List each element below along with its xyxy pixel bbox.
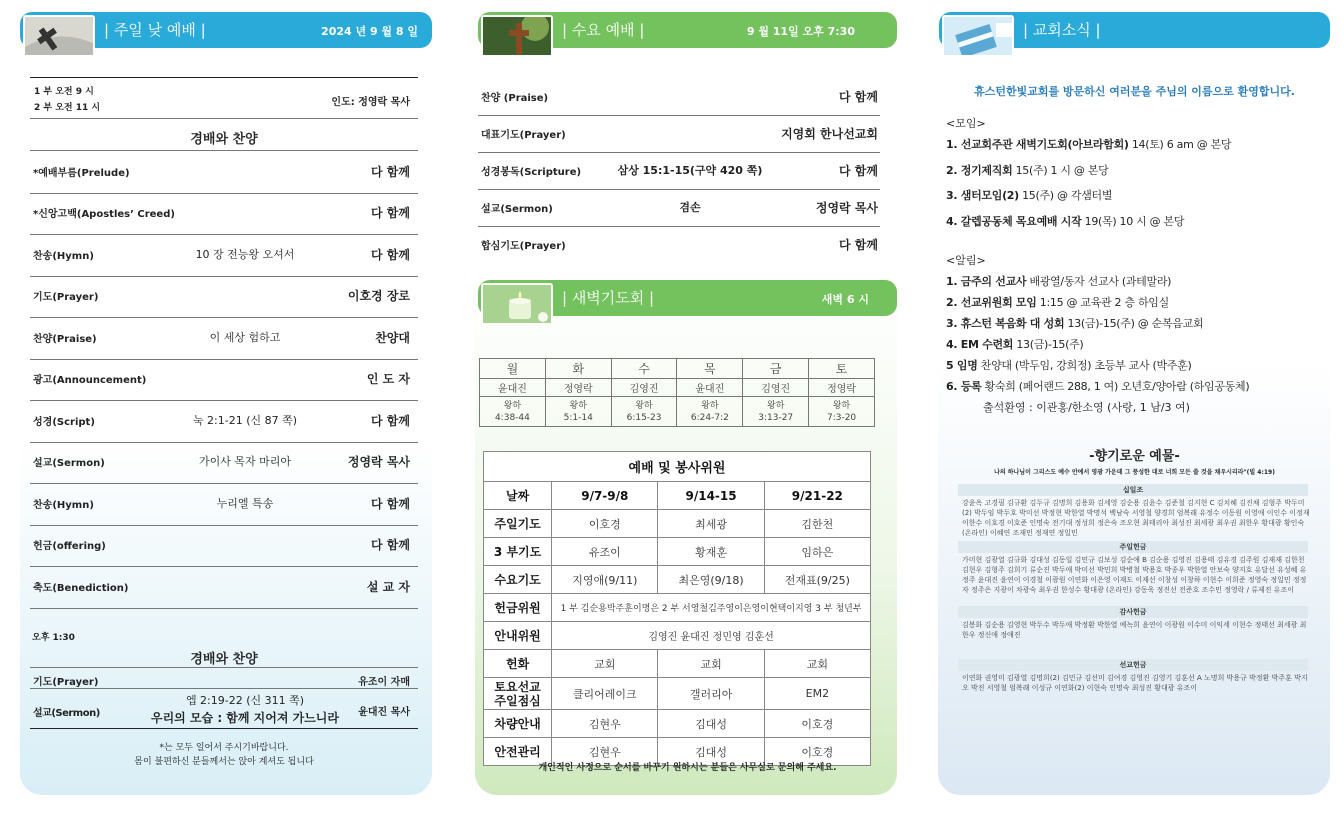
committee-cell: 유조이 — [552, 538, 658, 566]
committee-cell: 이호경 — [764, 738, 870, 766]
offering-group-title: 감사헌금 — [958, 606, 1308, 618]
order-item-detail: 눅 2:1-21 (신 87 쪽) — [192, 413, 298, 427]
dawn-verse: 6:24-7:2 — [690, 412, 729, 423]
service-committee-table — [483, 451, 871, 766]
meeting-item — [946, 213, 1184, 229]
pm-time: 오후 1:30 — [32, 633, 75, 643]
table-row — [484, 566, 871, 594]
gift-title: -향기로운 예물- — [1089, 449, 1180, 464]
meeting-title: 1. 선교회주관 새벽기도회(아브라함회) — [946, 138, 1129, 151]
dawn-text — [677, 397, 743, 427]
order-item-detail: 가이사 목자 마리아 — [198, 455, 291, 469]
sunday-title: | 주일 낮 예배 | — [104, 21, 206, 39]
usher-role: 안내위원 — [484, 622, 552, 650]
committee-cell: 클리어레이크 — [552, 678, 658, 710]
order-item-detail: 10 장 전능왕 오셔서 — [195, 247, 295, 261]
table-row — [484, 678, 871, 710]
dawn-book: 왕하 — [503, 400, 522, 411]
committee-cell: 이호경 — [764, 710, 870, 738]
committee-cell: 이호경 — [552, 510, 658, 538]
service-time-1: 1 부 오전 9 시 — [34, 87, 94, 97]
meeting-item — [946, 162, 1108, 178]
meeting-item — [946, 136, 1231, 152]
notice-item — [946, 315, 1203, 331]
committee-cell: 김대성 — [658, 738, 764, 766]
order-item-name: 설교(Sermon) — [33, 458, 105, 470]
dawn-book: 왕하 — [701, 400, 719, 411]
bible-cross-icon — [23, 15, 95, 57]
divider — [30, 608, 418, 609]
pm-prayer-by: 유조이 자매 — [358, 677, 410, 688]
wed-item-leader: 정영락 목사 — [815, 200, 878, 215]
dawn-verse: 6:15-23 — [626, 412, 662, 423]
sunday-header — [20, 12, 432, 48]
pm-sermon: 설교(Sermon) — [33, 708, 100, 719]
order-item-name: 찬송(Hymn) — [33, 250, 94, 262]
divider — [30, 118, 418, 119]
dawn-book: 왕하 — [569, 400, 587, 411]
notices-heading: <알림> — [946, 254, 986, 267]
wooden-cross-icon — [481, 15, 553, 57]
offering-group-title: 주일헌금 — [958, 541, 1308, 553]
committee-role: 안전관리 — [484, 738, 552, 766]
committee-cell: 김현우 — [552, 738, 658, 766]
committee-cell: 황재훈 — [658, 538, 764, 566]
divider — [30, 359, 418, 360]
notice-item — [946, 336, 1083, 352]
dawn-header — [478, 280, 897, 316]
committee-cell: EM2 — [764, 678, 870, 710]
pm-sermon-text: 엡 2:19-22 (신 311 쪽) — [185, 694, 305, 707]
notice-title: 2. 선교위원회 모임 — [946, 296, 1037, 309]
committee-cell: 김한천 — [764, 510, 870, 538]
dawn-verse: 3:13-27 — [758, 412, 794, 423]
wednesday-title: | 수요 예배 | — [562, 21, 645, 39]
dawn-book: 왕하 — [635, 400, 653, 411]
committee-cell: 김대성 — [658, 710, 764, 738]
dawn-schedule-table — [479, 358, 875, 427]
divider — [30, 400, 418, 401]
order-item-leader: 다 함께 — [371, 538, 410, 553]
order-item-leader: 설 교 자 — [366, 579, 410, 594]
meetings-heading: <모임> — [946, 117, 986, 130]
offering-members: 1 부 김순용박주훈이명은 2 부 서영철김주영이은영이현택이지영 3 부 청년부 — [552, 594, 871, 622]
welcome-message: 휴스턴한빛교회를 방문하신 여러분을 주님의 이름으로 환영합니다. — [974, 85, 1295, 98]
prayer-leader: 인도: 정영락 목사 — [331, 97, 410, 108]
wed-item-leader: 다 함께 — [839, 163, 878, 178]
wednesday-header — [478, 12, 897, 48]
order-item-detail: 이 세상 험하고 — [209, 330, 281, 344]
committee-cell: 지영애(9/11) — [552, 566, 658, 594]
committee-header: 9/7-9/8 — [552, 482, 658, 510]
wed-item-name: 설교(Sermon) — [481, 203, 553, 215]
meeting-title: 4. 갈렙공동체 목요예배 시작 — [946, 214, 1082, 228]
order-item-leader: 다 함께 — [371, 164, 410, 179]
committee-cell: 임하은 — [764, 538, 870, 566]
committee-role: 토요선교 주일점심 — [484, 678, 552, 710]
order-item-name: 축도(Benediction) — [33, 582, 129, 594]
order-item-name: 성경(Script) — [33, 416, 95, 428]
sunday-date: 2024 년 9 월 8 일 — [321, 25, 418, 38]
order-item-name: 찬송(Hymn) — [33, 499, 94, 511]
wed-item-leader: 지영회 한나선교회 — [781, 126, 878, 141]
gift-verse: 나의 하나님이 그리스도 예수 안에서 영광 가운데 그 풍성한 대로 너희 모든 쓸 것을 채우시리라"(빌 4:19) — [994, 469, 1275, 476]
committee-cell: 김현우 — [552, 710, 658, 738]
note-sit: 몸이 불편하신 분들께서는 앉아 계셔도 됩니다 — [134, 757, 314, 767]
dawn-day: 수 — [611, 359, 677, 379]
dawn-leader: 윤대진 — [677, 379, 743, 397]
notice-item — [946, 357, 1191, 373]
dawn-leader: 정영락 — [809, 379, 875, 397]
committee-header: 9/14-15 — [658, 482, 764, 510]
gift-box-icon — [942, 15, 1014, 57]
order-item-leader: 다 함께 — [371, 413, 410, 428]
wed-item-leader: 다 함께 — [839, 237, 878, 252]
notice-title: 4. EM 수련회 — [946, 338, 1014, 351]
notice-detail: 13(금)-15(주) @ 순복음교회 — [1064, 317, 1204, 330]
divider — [30, 566, 418, 567]
dawn-text — [545, 397, 611, 427]
offering-group-title: 십일조 — [958, 484, 1308, 496]
dawn-day: 목 — [677, 359, 743, 379]
divider — [30, 728, 418, 729]
dawn-day: 화 — [545, 359, 611, 379]
candle-icon — [481, 283, 553, 325]
dawn-text — [480, 397, 546, 427]
committee-cell: 교회 — [764, 650, 870, 678]
meeting-detail: 15(주) 1 시 @ 본당 — [1012, 163, 1109, 177]
pm-sermon-title: 우리의 모습 : 함께 지어져 가느니라 — [151, 711, 339, 725]
order-item-name: *신앙고백(Apostles’ Creed) — [33, 209, 175, 221]
pm-sermon-by: 윤대진 목사 — [358, 707, 410, 718]
notice-title: 6. 등록 — [946, 380, 982, 393]
divider — [30, 525, 418, 526]
divider — [478, 115, 880, 116]
divider — [478, 189, 880, 190]
order-item-leader: 다 함께 — [371, 247, 410, 262]
attendance-welcome: 출석환영 : 이관홍/한소영 (사랑, 1 남/3 여) — [983, 401, 1190, 414]
usher-members: 김영진 윤대진 정민영 김훈선 — [552, 622, 871, 650]
dawn-leader: 윤대진 — [480, 379, 546, 397]
table-row — [484, 650, 871, 678]
divider — [478, 152, 880, 153]
dawn-text — [743, 397, 809, 427]
order-item-name: 기도(Prayer) — [33, 292, 99, 304]
divider — [30, 483, 418, 484]
divider — [478, 226, 880, 227]
dawn-book: 왕하 — [832, 400, 851, 411]
committee-header: 9/21-22 — [764, 482, 870, 510]
dawn-leader: 김영진 — [743, 379, 809, 397]
offering-group-names: 가미현 김광열 김규화 김대성 김동일 김민규 김보성 김순애 B 김순용 김영진 김용태 김유경 김주원 김재재 김한천 김현우 김형주 김희기 류순진 박두애 박미선 박민희 박병철 박용호 박종우 박한열 안보숙 양지호 유달선 유성혜 유정주 윤대진 윤연이 이경철 이광원 이연화 이은영 이재도 이재선 이창성 이창하 이현수 이희준 정영숙 정일민 정정자 정주은 지광이 차광숙 최우권 한성수 황대광 (온라인) 강동욱 정진선 전준호 조수민 정영락 / 류제진 유조이 — [962, 556, 1307, 594]
committee-role: 수요기도 — [484, 566, 552, 594]
committee-footer: 개인적인 사정으로 순서를 바꾸기 원하시는 분들은 사무실로 문의해 주세요. — [538, 763, 837, 773]
offering-group-title: 선교헌금 — [958, 659, 1308, 671]
offering-group-names: 이연화 권영미 김광열 김명희(2) 김민규 김선미 김여경 김영진 김영기 김훈선 A 노명희 박용규 박정환 박주훈 박지오 박진 서영철 엄복래 이성규 이연화(2) 이현숙 인명숙 최성진 황대광 유조이 — [962, 674, 1308, 692]
wed-item-name: 찬양 (Praise) — [481, 92, 549, 104]
offering-group-names: 김봉화 김순용 김영현 박두수 박두애 박정환 박한열 예녹희 윤연이 이광원 이수미 이익세 이현수 정태선 최세광 최한우 정신애 정애진 — [962, 621, 1307, 639]
notice-detail: 1:15 @ 교육관 2 층 하임실 — [1036, 296, 1169, 309]
notice-item — [946, 378, 1249, 394]
committee-role: 헌화 — [484, 650, 552, 678]
divider — [30, 276, 418, 277]
divider — [30, 150, 418, 151]
committee-cell: 전재표(9/25) — [764, 566, 870, 594]
divider — [30, 234, 418, 235]
committee-header: 날짜 — [484, 482, 552, 510]
wed-item-detail: 겸손 — [679, 200, 701, 214]
order-item-leader: 다 함께 — [371, 206, 410, 221]
committee-role: 주일기도 — [484, 510, 552, 538]
order-item-leader: 정영락 목사 — [347, 455, 410, 470]
notice-detail: 배광열/동자 선교사 (과테말라) — [1026, 275, 1172, 288]
notice-item — [946, 273, 1171, 289]
meeting-detail: 15(주) @ 각샘터별 — [1018, 189, 1113, 202]
dawn-verse: 7:3-20 — [826, 412, 857, 423]
dawn-day: 금 — [743, 359, 809, 379]
order-item-name: *예배부름(Prelude) — [33, 167, 130, 179]
section-title: 경배와 찬양 — [190, 132, 258, 147]
order-item-leader: 이호경 장로 — [347, 289, 410, 304]
order-item-detail: 누리엘 특송 — [216, 496, 274, 510]
offering-group-names: 강윤옥 고경필 김규환 김두규 김명희 김용화 김세영 김순용 김윤수 김준철 김지현 C 김치혜 김진채 김형주 박두미(2) 박두임 박두호 박미선 박정현 박한열 박명석 백남숙 서영철 양경희 엄복래 유정수 이동원 이영애 이인수 이정재 이한수 이호경 이호준 인명숙 전기대 정성희 정은숙 조오현 최태리아 최성진 최세광 최우권 최한우 황대광 황인숙 (온라인) 이혜연 조재민 정재연 정일민 — [962, 499, 1310, 537]
divider — [30, 667, 418, 668]
dawn-verse: 4:38-44 — [494, 412, 530, 423]
divider — [30, 317, 418, 318]
dawn-leader: 김영진 — [611, 379, 677, 397]
wed-item-detail: 삼상 15:1-15(구약 420 쪽) — [617, 163, 763, 177]
notice-title: 5 임명 — [946, 359, 978, 372]
notice-detail: 찬양대 (박두임, 강희정) 초등부 교사 (박주훈) — [977, 359, 1192, 372]
dawn-day: 토 — [809, 359, 875, 379]
pm-section-title: 경배와 찬양 — [190, 652, 258, 667]
dawn-verse: 5:1-14 — [563, 412, 593, 423]
dawn-day: 월 — [480, 359, 546, 379]
notice-detail: 황숙희 (페어랜드 288, 1 여) 오년호/양아람 (하임공동체) — [981, 380, 1250, 393]
service-time-2: 2 부 오전 11 시 — [34, 103, 101, 113]
dawn-time: 새벽 6 시 — [821, 293, 869, 306]
table-row — [484, 538, 871, 566]
order-item-leader: 찬양대 — [375, 330, 410, 345]
news-header — [939, 12, 1330, 48]
dawn-leader: 정영락 — [545, 379, 611, 397]
committee-cell: 최은영(9/18) — [658, 566, 764, 594]
wed-item-name: 성경봉독(Scripture) — [481, 166, 582, 178]
divider — [30, 442, 418, 443]
committee-cell: 교회 — [552, 650, 658, 678]
meeting-item — [946, 187, 1112, 203]
notice-title: 3. 휴스턴 복음화 대 성회 — [946, 317, 1065, 330]
meeting-title: 2. 정기제직회 — [946, 163, 1013, 177]
order-item-leader: 인 도 자 — [366, 372, 410, 387]
pm-prayer: 기도(Prayer) — [33, 677, 99, 688]
news-title: | 교회소식 | — [1023, 21, 1101, 39]
meeting-detail: 14(토) 6 am @ 본당 — [1128, 138, 1232, 151]
committee-role: 3 부기도 — [484, 538, 552, 566]
notice-item — [946, 294, 1169, 310]
committee-cell: 최세광 — [658, 510, 764, 538]
order-item-leader: 다 함께 — [371, 496, 410, 511]
notice-detail: 13(금)-15(주) — [1013, 338, 1084, 351]
dawn-text — [809, 397, 875, 427]
divider — [30, 193, 418, 194]
committee-role: 차량안내 — [484, 710, 552, 738]
meeting-detail: 19(목) 10 시 @ 본당 — [1081, 214, 1185, 228]
dawn-book: 왕하 — [767, 400, 785, 411]
committee-cell: 교회 — [658, 650, 764, 678]
table-row — [484, 510, 871, 538]
notice-title: 1. 금주의 선교사 — [946, 275, 1027, 288]
order-item-name: 찬양(Praise) — [33, 333, 97, 345]
wed-item-name: 합심기도(Prayer) — [481, 240, 566, 252]
wednesday-time: 9 월 11일 오후 7:30 — [746, 25, 855, 38]
wed-item-name: 대표기도(Prayer) — [481, 129, 566, 141]
table-row — [484, 710, 871, 738]
committee-title: 예배 및 봉사위원 — [484, 452, 871, 482]
meeting-title: 3. 샘터모임(2) — [946, 189, 1019, 202]
committee-cell: 갤러리아 — [658, 678, 764, 710]
dawn-title: | 새벽기도회 | — [562, 289, 655, 307]
wed-item-leader: 다 함께 — [839, 89, 878, 104]
offering-role: 헌금위원 — [484, 594, 552, 622]
order-item-name: 광고(Announcement) — [33, 375, 147, 387]
dawn-text — [611, 397, 677, 427]
divider — [30, 688, 418, 689]
divider — [30, 77, 418, 78]
order-item-name: 헌금(offering) — [33, 541, 106, 553]
note-stand: *는 모두 일어서 주시기바랍니다. — [159, 743, 289, 753]
